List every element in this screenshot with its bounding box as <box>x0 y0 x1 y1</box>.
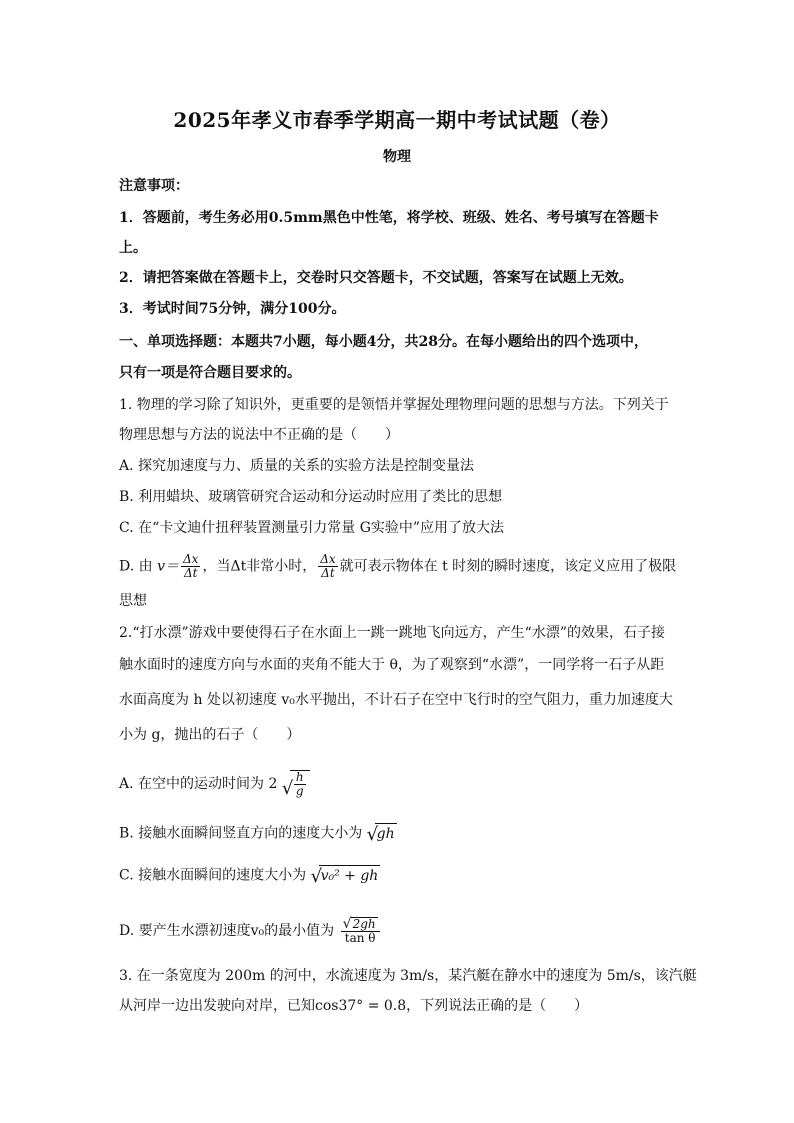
q3-stem: 3. 在一条宽度为 200m 的河中，水流速度为 3m/s，某汽艇在静水中的速度为 5m/s，该汽艇 <box>119 968 697 984</box>
q1-d-denominator-2: Δt <box>321 566 335 580</box>
q2-d-numerator: √ 2gh <box>341 917 380 932</box>
q2-a-coefficient: 2 <box>268 776 278 792</box>
q2-d-text: D. 要产生水漂初速度v₀的最小值为 <box>119 923 335 939</box>
q2-option-a <box>119 770 310 798</box>
q2-stem-4: 小为 g，抛出的石子（ ） <box>119 727 301 743</box>
q2-c-text: C. 接触水面瞬间的速度大小为 <box>119 867 307 884</box>
q2-a-fraction <box>294 771 306 798</box>
note-3: 3．考试时间75分钟，满分100分。 <box>119 301 346 317</box>
q1-stem: 1. 物理的学习除了知识外，更重要的是领悟并掌握处理物理问题的思想与方法。下列关于 <box>119 397 669 413</box>
q2-a-denominator: g <box>295 784 304 798</box>
q2-d-denominator: tan θ <box>344 931 376 945</box>
note-1: 1．答题前，考生务必用0.5mm黑色中性笔，将学校、班级、姓名、考号填写在答题卡 <box>119 210 659 226</box>
q1-d-denominator-1: Δt <box>183 566 198 580</box>
q2-stem-2: 触水面时的速度方向与水面的夹角不能大于 θ，为了观察到“水漂”，一同学将一石子从距 <box>119 657 665 673</box>
q1-option-b: B. 利用蜡块、玻璃管研究合运动和分运动时应用了类比的思想 <box>119 489 503 505</box>
q2-stem-3: 水面高度为 h 处以初速度 v₀水平抛出，不计石子在空中飞行时的空气阻力，重力加速度大 <box>119 692 673 708</box>
q1-d-fraction-2 <box>318 553 337 580</box>
q2-d-fraction <box>341 917 380 945</box>
q2-b-radicand: gh <box>375 823 397 844</box>
q1-d-middle: ，当Δt非常小时， <box>202 558 317 575</box>
q2-option-c <box>119 865 380 886</box>
notes-heading: 注意事项： <box>119 178 189 194</box>
q1-stem-cont: 物理思想与方法的说法中不正确的是（ ） <box>119 427 399 443</box>
q1-option-c: C. 在“卡文迪什扭秤装置测量引力常量 G实验中”应用了放大法 <box>119 520 505 536</box>
q2-a-numerator: h <box>295 770 304 784</box>
exam-title: 2025年孝义市春季学期高一期中考试试题（卷） <box>173 108 621 132</box>
q2-c-radicand: v₀² + gh <box>319 865 381 886</box>
q3-stem-cont: 从河岸一边出发驶向对岸，已知cos37° = 0.8，下列说法正确的是（ ） <box>119 998 589 1014</box>
q1-d-fraction-1 <box>181 553 200 580</box>
q1-d-numerator-1: Δx <box>183 552 199 566</box>
q2-option-b <box>119 823 397 844</box>
note-2: 2．请把答案做在答题卡上，交卷时只交答题卡，不交试题，答案写在试题上无效。 <box>119 270 633 286</box>
section-heading: 一、单项选择题：本题共7小题，每小题4分，共28分。在每小题给出的四个选项中， <box>119 334 648 350</box>
q1-option-d-cont: 思想 <box>119 593 147 609</box>
q2-b-text: B. 接触水面瞬间竖直方向的速度大小为 <box>119 825 363 842</box>
q1-d-suffix: 就可表示物体在 t 时刻的瞬时速度，该定义应用了极限 <box>339 558 677 575</box>
q1-d-numerator-2: Δx <box>320 552 336 566</box>
section-heading-cont: 只有一项是符合题目要求的。 <box>119 365 301 381</box>
q2-c-sqrt: √ v₀² + gh <box>310 866 379 887</box>
q1-d-v: v＝ <box>157 558 180 575</box>
q2-a-sqrt: √ $\frac{h}{g}$ <box>282 770 310 798</box>
q2-a-text: A. 在空中的运动时间为 <box>119 776 265 792</box>
subject-title: 物理 <box>383 149 411 165</box>
q1-option-d <box>119 553 676 580</box>
q2-b-sqrt: √ gh <box>366 824 395 845</box>
q2-a-formula <box>268 770 309 798</box>
q2-option-d <box>119 917 382 945</box>
note-1-cont: 上。 <box>119 240 147 256</box>
q1-d-prefix: D. 由 <box>119 558 153 575</box>
q1-option-a: A. 探究加速度与力、质量的关系的实验方法是控制变量法 <box>119 458 475 474</box>
q2-stem: 2.“打水漂”游戏中要使得石子在水面上一跳一跳地飞向远方，产生“水漂”的效果，石子接 <box>119 625 665 641</box>
